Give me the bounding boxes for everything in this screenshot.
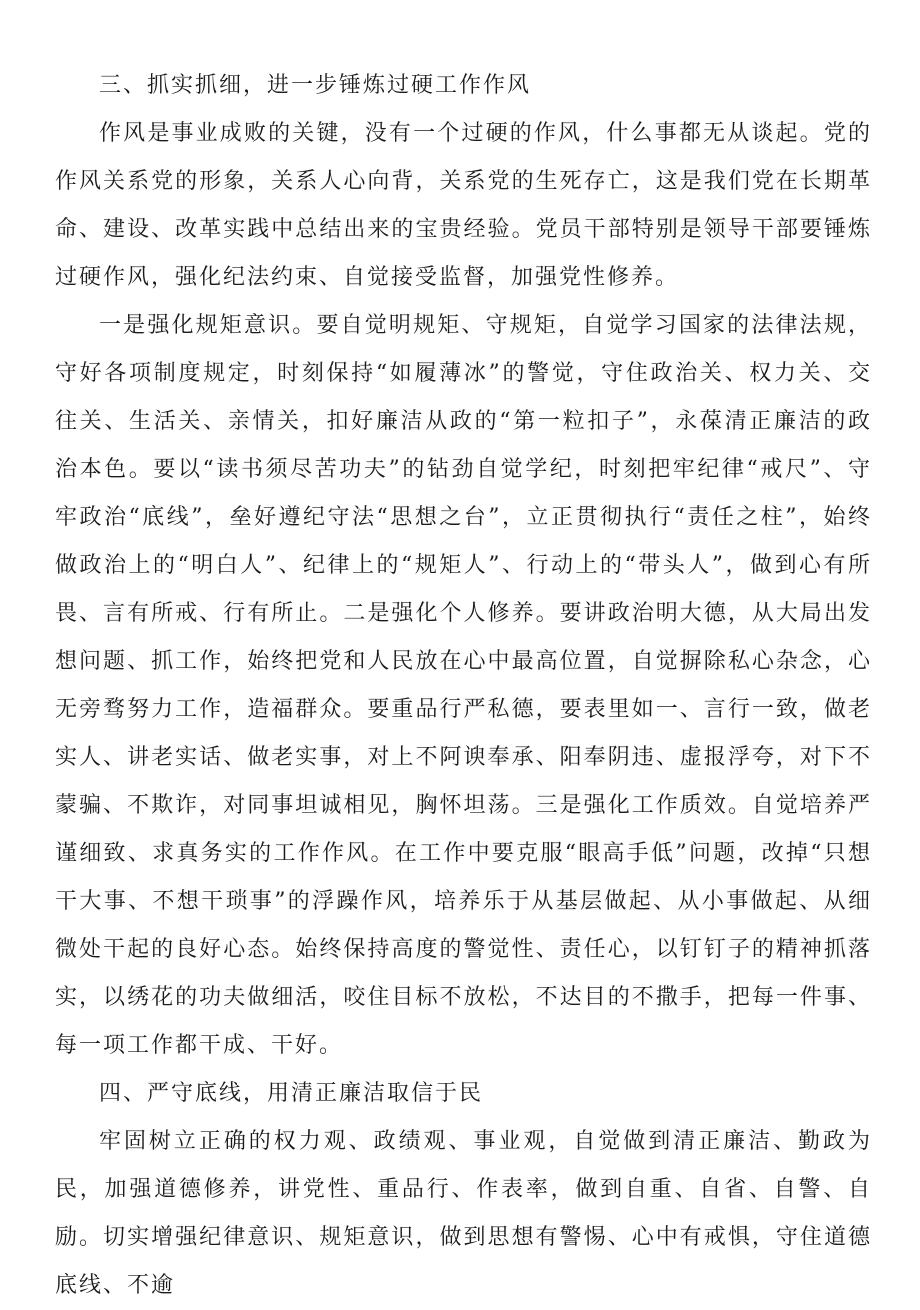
section-heading-4: 四、严守底线，用清正廉洁取信于民 <box>99 1081 484 1106</box>
paragraph-work-style: 作风是事业成败的关键，没有一个过硬的作风，什么事都无从谈起。党的作风关系党的形象，关系人心向背，关系党的生死存亡，这是我们党在长期革命、建设、改革实践中总结出来的宝贵经验。党员干部特别是领导干部要锤炼过硬作风，强化纪法约束、自觉接受监督，加强党性修养。 <box>55 121 872 290</box>
paragraph-rules-awareness: 一是强化规矩意识。要自觉明规矩、守规矩，自觉学习国家的法律法规，守好各项制度规定，时刻保持“如履薄冰”的警觉，守住政治关、权力关、交往关、生活关、亲情关，扣好廉洁从政的“第一粒扣子”，永葆清正廉洁的政治本色。要以“读书须尽苦功夫”的钻劲自觉学纪，时刻把牢纪律“戒尺”、守牢政治“底线”，垒好遵纪守法“思想之台”，立正贯彻执行“责任之柱”，始终做政治上的“明白人”、纪律上的“规矩人”、行动上的“带头人”，做到心有所畏、言有所戒、行有所止。二是强化个人修养。要讲政治明大德，从大局出发想问题、抓工作，始终把党和人民放在心中最高位置，自觉摒除私心杂念，心无旁骛努力工作，造福群众。要重品行严私德，要表里如一、言行一致，做老实人、讲老实话、做老实事，对上不阿谀奉承、阳奉阴违、虚报浮夸，对下不蒙骗、不欺诈，对同事坦诚相见，胸怀坦荡。三是强化工作质效。自觉培养严谨细致、求真务实的工作作风。在工作中要克服“眼高手低”问题，改掉“只想干大事、不想干琐事”的浮躁作风，培养乐于从基层做起、从小事做起、从细微处干起的良好心态。始终保持高度的警觉性、责任心，以钉钉子的精神抓落实，以绣花的功夫做细活，咬住目标不放松，不达目的不撒手，把每一件事、每一项工作都干成、干好。 <box>55 313 872 1058</box>
section-heading-3: 三、抓实抓细，进一步锤炼过硬工作作风 <box>99 73 532 98</box>
paragraph-integrity: 牢固树立正确的权力观、政绩观、事业观，自觉做到清正廉洁、勤政为民，加强道德修养，讲党性、重品行、作表率，做到自重、自省、自警、自励。切实增强纪律意识、规矩意识，做到思想有警惕、心中有戒惧，守住道德底线、不逾 <box>55 1129 872 1298</box>
